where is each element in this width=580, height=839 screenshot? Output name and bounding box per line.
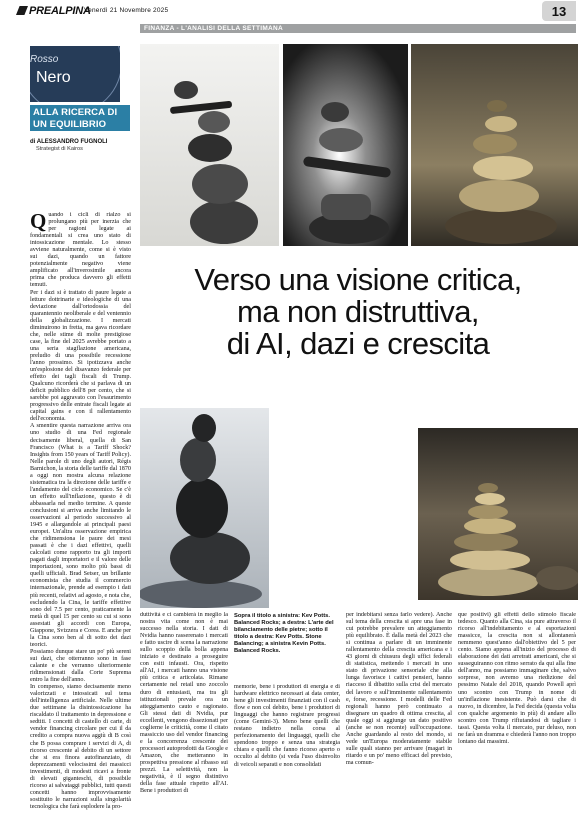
body-column-1 — [140, 612, 228, 822]
photo-balanced-rocks-top-left — [140, 44, 279, 246]
column-badge-line1: Rosso — [30, 54, 59, 65]
body-paragraph: memorie, bene i produttori di energia e di hardware elettrico necessari ai data center, bene gli investimenti finanziati con il cash flow e non col debito, bene i produttori di linguaggi che hanno registrare progressi (come Gemini-3). Meno bene quelli che restano indietro nella corsa al perfezionamento dei linguaggi, quelli che spendono troppo e senza una strategia chiara e quelli che fanno ricorso aperto o occulto al debito (si veda l'uso disinvolto di veicoli separati e non consolidati — [234, 684, 340, 768]
author-name: di ALESSANDRO FUGNOLI — [30, 139, 108, 145]
issue-date: Venerdì 21 Novembre 2025 — [84, 7, 169, 14]
author-role: Strategist di Kairos — [36, 146, 83, 152]
balanced-rocks-image — [283, 44, 408, 246]
body-paragraph: uando i cicli di rialzo si prolungano più per inerzia che per ragioni legate ai fondamentali si crea uno stato di intossicazione mentale. Lo stesso avviene naturalmente, come si è visto sui dazi, quando un fattore potenzialmente negativo viene amplificato all'inverosimile ancora prima che produca davvero gli effetti temuti. — [30, 212, 131, 289]
photo-balanced-rocks-top-right — [411, 44, 578, 246]
balanced-rocks-image — [411, 44, 578, 246]
body-paragraph: Per i dazi si è trattato di paure legate a letture dottrinarie e ideologiche di una deviazione dall'ortodossia del quarantennio neoliberale e del ventennio della globalizzazione. I mercati diminuirono in fretta, ma gava ricordare che, nelle stime di molte prestigiose case, la fine del 2025 avrebbe portato a una seria stagflazione americana, preludio di una possibile recessione l'anno prossimo. Si ipotizzava anche un'esplosione del disavanzo federale per effetto dei tagli fiscali di Trump. Qualcuno ricorderà che si parlava di un deficit pubblico dell'8 per cento, che si sarebbe poi aggravato con l'esaurimento progressivo delle entrate fiscali legate ai capital gains e con il rallentamento dell'economia. — [30, 289, 131, 423]
body-column-3 — [346, 612, 452, 822]
headline-line: di AI, dazi e crescita — [226, 326, 490, 361]
section-label: FINANZA - L'ANALISI DELLA SETTIMANA — [144, 25, 284, 32]
body-paragraph: que positivi) gli effetti dello stimolo fiscale tedesco. Quanto alla Cina, sia pure attraverso il ricorso all'indebitamento e al esportazioni massicce, la crescita non si allontanerà nemmeno quest'anno dall'obiettivo del 5 per cento. Siamo appena all'inizio del processo di elaborazione dei dati arretrati americani, che si susseguiranno con ritmo serrato da qui alla fine dell'anno, ma possiamo immaginare che, salvo sorprese, non avremo una riedizione del pessimo Natale del 2018, quando Powell aprì uno scontro con Trump in nome di un'inflazione inesistente. Può darsi che di nuovo, in dicembre, la Fed decida (questa volta con qualche argomento in più) di andare allo scontro con Trump rifiutandosi di tagliare i tassi. Questa volta il mercato, pur deluso, non ne farà un dramma e chiederà l'anno non troppo lontano dai massimi. — [458, 612, 576, 745]
body-column-left — [30, 212, 131, 819]
headline — [138, 264, 578, 360]
body-paragraph: duttività e ci cambierà in meglio la nostra vita come non è mai successo nella storia. I dati di Nvidia hanno rasserenato i mercati e fatto uscire di scena la narrazione sullo scoppio della bolla appena iniziato e destinato a proseguire con esiti infausti. Ora, rispetto all'AI, i mercati hanno una visione più critica e articolata. Rimane certamente nel retail uno zoccolo duro di entusiasti, ma tra gli istituzionali prevale ora un atteggiamento cauto e ragionato. Gli stessi dati di Nvidia, pur eccellenti, vengono dissezionati per coglierne le criticità, come il citato massiccio uso del vendor financing e la concorrenza crescente dei processori autoprodotti da Google e Amazon, che metteranno in prospettiva pressione al ribasso sui prezzi. La selettività, non la negatività, è il segno distintivo della fase attuale rispetto all'AI. Bene i produttori di — [140, 612, 228, 795]
photo-balanced-rocks-top-center — [283, 44, 408, 246]
body-column-2 — [234, 684, 340, 822]
logo-text: PREALPINA — [29, 5, 91, 17]
body-column-4 — [458, 612, 576, 822]
column-badge-line2: Nero — [36, 69, 71, 86]
kicker-text: ALLA RICERCA DI UN EQUILIBRIO — [33, 107, 118, 130]
balanced-rocks-image — [140, 408, 269, 608]
drop-cap: Q — [30, 212, 47, 233]
page-number: 13 — [551, 4, 567, 19]
headline-line: ma non distruttiva, — [237, 294, 479, 329]
balanced-rocks-image — [418, 428, 578, 600]
photo-balanced-rocks-bottom-right — [418, 428, 578, 600]
body-paragraph: per indebitarsi senza farlo vedere). Anche sul tema della crescita si apre una fase in cui potrebbe prevalere un atteggiamento più equilibrato. È dalla metà del 2023 che si continua a parlare di un imminente rallentamento della crescita americana e i 43 giorni di chiusura degli uffici federali di statistica, mettendo i mercati in uno stato di privazione sensoriale che alla lunga favorisce i cattivi pensieri, hanno riacceso il dibattito sulla crisi del mercato del lavoro e sull'imminente rallentamento e, forse, recessione. I modelli delle Fed regionali hanno però continuato a disegnare un quadro di ottima crescita, al quale oggi si aggiunge un dato positivo (anche se non recente) sull'occupazione. Anche guardando al resto del mondo, si vede un'Europa moderatamente stabile sulle quali stanno per arrivare (magari in ritardo e un po' meno efficaci del previsto, ma comun- — [346, 612, 452, 766]
logo-mark-icon — [16, 6, 28, 15]
body-paragraph: A smentire questa narrazione arriva ora uno studio di una Fed regionale decisamente liberal, quella di San Francisco (What is a Tariff Shock? Insights from 150 years of Tariff Policy). Nelle parole di uno degli autori, Régis Barnichon, la storia delle tariffe dal 1870 a oggi non mostra alcuna relazione sistematica tra la direzione delle tariffe e l'andamento del ciclo economico. Se c'è un effetto sull'inflazione, questo è di abbassarla nel medio termine. A queste conclusioni si arriva anche limitando le osservazioni al periodo successivo al 1945 e allargandole ai principali paesi europei. Un'altra osservazione empirica che ridimensiona le paure dei mesi passati è che i dazi effettivi, quelli calcolati come rapporto tra gli importi pagati dagli importatori e il valore delle importazioni, sono molto più bassi di quelli ufficiali. Brad Setser, un brillante economista che studia il commercio internazionale, prende ad esempio i dati più recenti, relativi ad agosto, e nota che, escludendo la Cina, le tariffe effettive sono del 7.5 per cento, praticamente la metà di quel 15 per cento su cui si sono assestati gli accordi con Europa, Giappone, Svizzera e Corea. E anche per la Cina sono ben al di sotto dei dazi teorici. — [30, 423, 131, 648]
balanced-rocks-image — [140, 44, 279, 246]
headline-line: Verso una visione critica, — [194, 262, 522, 297]
body-paragraph: In compenso, siamo decisamente meno valorizzati e intossicati sul tema dell'intelligenza artificiale. Nelle ultime due settimane la disintossicazione ha riscaldato il trattamento in depressione e sedtiti. I concetti di castello di carte, di vendor financing circolare per cui il da credito a compra nuova aggiù di B così che B possa comprare i servizi di A, di ricorso crescente al debito di un settore che si era finora autofinanziato, di deprezzamenti velocissimi dei massicci investimenti, di modesti ricavi a fronte di elevati giganteschi, di possibile ricorso ai salvataggi pubblici, tutti questi concetti hanno improvvisamente sostituito le narrazioni sulla singolarità tecnologica che farà esplodere la pro- — [30, 684, 131, 810]
newspaper-logo — [16, 5, 91, 17]
photo-caption: Sopra il titolo a sinistra: Kev Potts. Balanced Rocks; a destra: L'arte del bilanciamento delle pietre; sotto il titolo a destra: Kev Potts. Stone Balancing; a sinistra Kevin Potts. Balanced Rocks. — [234, 613, 334, 654]
photo-balanced-rocks-bottom-left — [140, 408, 269, 608]
body-paragraph: Possiamo dunque stare un po' più sereni sui dazi, che otterranno sono in fase calante e che verranno ulteriormente ridimensionati dalla Corte Suprema entro la fine dell'anno. — [30, 648, 131, 684]
